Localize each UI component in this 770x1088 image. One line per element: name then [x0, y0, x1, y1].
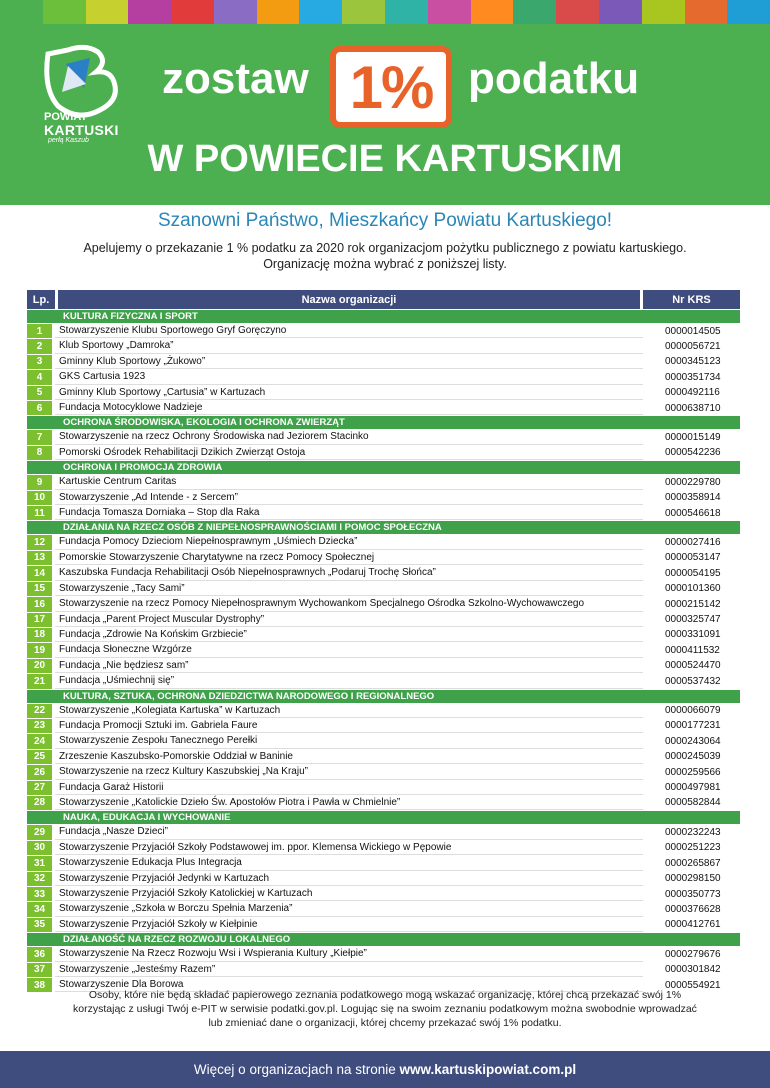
organization-name: Fundacja Tomasza Dorniaka – Stop dla Raka: [55, 506, 643, 520]
category-label: OCHRONA ŚRODOWISKA, EKOLOGIA I OCHRONA ZWIERZĄT: [27, 416, 740, 429]
website-link[interactable]: www.kartuskipowiat.com.pl: [399, 1062, 577, 1077]
organization-name: Fundacja Garaż Historii: [55, 781, 643, 795]
table-row: [27, 643, 740, 657]
krs-number: 0000229780: [665, 476, 721, 488]
stripe-segment: [428, 0, 471, 24]
row-number: 27: [27, 781, 55, 795]
krs-number: 0000350773: [665, 888, 721, 900]
krs-number: 0000054195: [665, 567, 721, 579]
krs-number: 0000351734: [665, 371, 721, 383]
organization-name: Stowarzyszenie Na Rzecz Rozwoju Wsi i Wspierania Kultury „Kiełpie”: [55, 947, 643, 961]
row-number: 16: [27, 597, 55, 611]
stripe-segment: [471, 0, 514, 24]
organization-name: Stowarzyszenie na rzecz Ochrony Środowiska nad Jeziorem Stacinko: [55, 430, 643, 444]
krs-number: 0000101360: [665, 583, 721, 595]
organization-name: Stowarzyszenie „Szkoła w Borczu Spełnia Marzenia”: [55, 902, 643, 916]
krs-number: 0000245039: [665, 751, 721, 763]
krs-number: 0000412761: [665, 919, 721, 931]
row-number: 26: [27, 765, 55, 779]
footer-line-3: lub zmieniać dane o organizacji, której chcemy przekazać swój 1% podatku.: [208, 1017, 562, 1029]
table-header-row: [27, 290, 740, 309]
table-row: [27, 781, 740, 795]
category-row: [27, 521, 740, 534]
row-number: 35: [27, 918, 55, 932]
organization-name: Fundacja „Uśmiechnij się”: [55, 674, 643, 688]
table-row: [27, 339, 740, 353]
row-number: 17: [27, 613, 55, 627]
organization-name: Gminny Klub Sportowy „Cartusia” w Kartuzach: [55, 386, 643, 400]
table-row: [27, 597, 740, 611]
category-label: KULTURA, SZTUKA, OCHRONA DZIEDZICTWA NARODOWEGO I REGIONALNEGO: [27, 690, 740, 703]
footer-bar: [0, 1051, 770, 1088]
krs-number: 0000265867: [665, 857, 721, 869]
row-number: 3: [27, 355, 55, 369]
logo-line1: POWIAT: [44, 111, 88, 123]
table-row: [27, 750, 740, 764]
organization-name: Stowarzyszenie Przyjaciół Jedynki w Kartuzach: [55, 872, 643, 886]
row-number: 18: [27, 628, 55, 642]
table-row: [27, 719, 740, 733]
table-row: [27, 535, 740, 549]
organization-name: Stowarzyszenie Dla Borowa: [55, 978, 643, 992]
krs-number: 0000524470: [665, 660, 721, 672]
organization-name: Fundacja „Nasze Dzieci”: [55, 825, 643, 839]
stripe-segment: [86, 0, 129, 24]
row-number: 11: [27, 506, 55, 520]
organization-name: Gminny Klub Sportowy „Żukowo”: [55, 355, 643, 369]
row-number: 20: [27, 659, 55, 673]
krs-number: 0000497981: [665, 782, 721, 794]
table-row: [27, 963, 740, 977]
stripe-segment: [299, 0, 342, 24]
krs-number: 0000027416: [665, 536, 721, 548]
organization-name: Stowarzyszenie Przyjaciół Szkoły Podstawowej im. ppor. Klemensa Wickiego w Pępowie: [55, 841, 643, 855]
organization-name: Stowarzyszenie „Jesteśmy Razem”: [55, 963, 643, 977]
greeting: Szanowni Państwo, Mieszkańcy Powiatu Kartuskiego!: [157, 210, 613, 231]
intro-text: [40, 240, 730, 272]
organization-name: Stowarzyszenie Zespołu Tanecznego Perełki: [55, 734, 643, 748]
row-number: 34: [27, 902, 55, 916]
category-row: [27, 690, 740, 703]
organization-name: Fundacja „Nie będziesz sam”: [55, 659, 643, 673]
krs-number: 0000492116: [665, 387, 720, 399]
krs-number: 0000015149: [665, 431, 721, 443]
row-number: 22: [27, 704, 55, 718]
organization-name: Fundacja „Parent Project Muscular Dystrophy”: [55, 613, 643, 627]
krs-number: 0000411532: [665, 644, 720, 656]
krs-number: 0000014505: [665, 325, 721, 337]
table-row: [27, 613, 740, 627]
logo-line2: KARTUSKI: [44, 122, 119, 138]
row-number: 21: [27, 674, 55, 688]
krs-number: 0000582844: [665, 797, 721, 809]
table-row: [27, 872, 740, 886]
table-row: [27, 704, 740, 718]
organizations-table: [27, 289, 740, 993]
table-row: [27, 355, 740, 369]
row-number: 5: [27, 386, 55, 400]
organization-name: Stowarzyszenie Przyjaciół Szkoły w Kiełpinie: [55, 918, 643, 932]
row-number: 15: [27, 582, 55, 596]
intro-line-1: Apelujemy o przekazanie 1 % podatku za 2020 rok organizacjom pożytku publicznego z powiatu kartuskiego.: [83, 241, 687, 255]
row-number: 33: [27, 887, 55, 901]
row-number: 14: [27, 566, 55, 580]
table-row: [27, 430, 740, 444]
organization-name: Stowarzyszenie „Kolegiata Kartuska” w Kartuzach: [55, 704, 643, 718]
stripe-segment: [599, 0, 642, 24]
krs-number: 0000232243: [665, 826, 721, 838]
table-row: [27, 324, 740, 338]
logo-line3: perłą Kaszub: [48, 137, 89, 144]
column-header-lp: Lp.: [27, 290, 55, 309]
organization-name: Fundacja Promocji Sztuki im. Gabriela Faure: [55, 719, 643, 733]
table-row: [27, 659, 740, 673]
footer-note: [60, 988, 710, 1030]
category-label: DZIAŁANIA NA RZECZ OSÓB Z NIEPEŁNOSPRAWNOŚCIAMI I POMOC SPOŁECZNA: [27, 521, 740, 534]
krs-number: 0000053147: [665, 552, 721, 564]
krs-number: 0000358914: [665, 492, 721, 504]
table-row: [27, 401, 740, 415]
organization-name: Klub Sportowy „Damroka”: [55, 339, 643, 353]
krs-number: 0000345123: [665, 356, 721, 368]
row-number: 8: [27, 446, 55, 460]
stripe-segment: [685, 0, 728, 24]
row-number: 10: [27, 491, 55, 505]
krs-number: 0000056721: [665, 340, 721, 352]
krs-number: 0000542236: [665, 447, 721, 459]
krs-number: 0000376628: [665, 903, 721, 915]
organization-name: Fundacja „Zdrowie Na Końskim Grzbiecie”: [55, 628, 643, 642]
table-row: [27, 446, 740, 460]
stripe-segment: [642, 0, 685, 24]
category-row: [27, 310, 740, 323]
footer-bar-text: Więcej o organizacjach na stronie: [193, 1062, 400, 1077]
row-number: 6: [27, 401, 55, 415]
organization-name: Pomorskie Stowarzyszenie Charytatywne na rzecz Pomocy Społecznej: [55, 551, 643, 565]
category-label: NAUKA, EDUKACJA I WYCHOWANIE: [27, 811, 740, 824]
organization-name: Kartuskie Centrum Caritas: [55, 475, 643, 489]
row-number: 23: [27, 719, 55, 733]
organization-name: Fundacja Pomocy Dzieciom Niepełnosprawnym „Uśmiech Dziecka”: [55, 535, 643, 549]
category-label: DZIAŁANOŚĆ NA RZECZ ROZWOJU LOKALNEGO: [27, 933, 740, 946]
table-row: [27, 506, 740, 520]
stripe-segment: [171, 0, 214, 24]
row-number: 19: [27, 643, 55, 657]
krs-number: 0000243064: [665, 735, 721, 747]
row-number: 36: [27, 947, 55, 961]
stripe-segment: [43, 0, 86, 24]
row-number: 30: [27, 841, 55, 855]
krs-number: 0000537432: [665, 675, 721, 687]
row-number: 12: [27, 535, 55, 549]
krs-number: 0000259566: [665, 766, 721, 778]
organization-name: Fundacja Słoneczne Wzgórze: [55, 643, 643, 657]
headline-zostaw: zostaw: [162, 54, 309, 103]
row-number: 4: [27, 370, 55, 384]
column-header-name: Nazwa organizacji: [55, 290, 643, 309]
row-number: 25: [27, 750, 55, 764]
organization-name: Stowarzyszenie Edukacja Plus Integracja: [55, 856, 643, 870]
headline-podatku: podatku: [468, 54, 640, 103]
stripe-segment: [556, 0, 599, 24]
category-label: OCHRONA I PROMOCJA ZDROWIA: [27, 461, 740, 474]
krs-number: 0000325747: [665, 614, 721, 625]
stripe-segment: [257, 0, 300, 24]
organization-name: Stowarzyszenie na rzecz Pomocy Niepełnosprawnym Wychowankom Specjalnego Ośrodka Szkolno-Wychowawczego: [55, 597, 643, 611]
krs-number: 0000251223: [665, 842, 721, 854]
table-row: [27, 386, 740, 400]
krs-number: 0000554921: [665, 979, 721, 991]
krs-number: 0000177231: [665, 720, 721, 732]
stripe-segment: [727, 0, 770, 24]
organization-name: Stowarzyszenie Przyjaciół Szkoły Katolickiej w Kartuzach: [55, 887, 643, 901]
table-row: [27, 841, 740, 855]
table-row: [27, 825, 740, 839]
organization-name: Fundacja Motocyklowe Nadzieje: [55, 401, 643, 415]
row-number: 28: [27, 796, 55, 810]
krs-number: 0000066079: [665, 705, 721, 717]
table-row: [27, 887, 740, 901]
organization-name: GKS Cartusia 1923: [55, 370, 643, 384]
krs-number: 0000301842: [665, 964, 721, 976]
table-row: [27, 370, 740, 384]
stripe-segment: [214, 0, 257, 24]
krs-number: 0000279676: [665, 948, 721, 960]
stripe-segment: [128, 0, 171, 24]
one-percent-badge: 1%: [330, 46, 452, 128]
category-row: [27, 461, 740, 474]
stripe-segment: [513, 0, 556, 24]
color-stripe: [0, 0, 770, 24]
row-number: 24: [27, 734, 55, 748]
krs-number: 0000546618: [665, 507, 721, 519]
table-row: [27, 582, 740, 596]
table-row: [27, 566, 740, 580]
row-number: 37: [27, 963, 55, 977]
organization-name: Zrzeszenie Kaszubsko-Pomorskie Oddział w Baninie: [55, 750, 643, 764]
organization-name: Stowarzyszenie „Tacy Sami”: [55, 582, 643, 596]
row-number: 13: [27, 551, 55, 565]
krs-number: 0000331091: [665, 629, 721, 641]
row-number: 1: [27, 324, 55, 338]
table-row: [27, 674, 740, 688]
column-header-krs: Nr KRS: [643, 290, 740, 309]
footer-line-2: korzystając z usługi Twój e-PIT w serwisie podatki.gov.pl. Logując się na swoim zeznaniu podatkowym można swobodnie wprowadzać: [73, 1003, 697, 1015]
table-row: [27, 734, 740, 748]
row-number: 2: [27, 339, 55, 353]
table-row: [27, 796, 740, 810]
organization-name: Kaszubska Fundacja Rehabilitacji Osób Niepełnosprawnych „Podaruj Trochę Słońca”: [55, 566, 643, 580]
category-row: [27, 933, 740, 946]
table-row: [27, 918, 740, 932]
organization-name: Stowarzyszenie na rzecz Kultury Kaszubskiej „Na Kraju”: [55, 765, 643, 779]
stripe-segment: [385, 0, 428, 24]
table-row: [27, 765, 740, 779]
organization-name: Pomorski Ośrodek Rehabilitacji Dzikich Zwierząt Ostoja: [55, 446, 643, 460]
row-number: 29: [27, 825, 55, 839]
row-number: 9: [27, 475, 55, 489]
stripe-segment: [0, 0, 43, 24]
row-number: 7: [27, 430, 55, 444]
organization-name: Stowarzyszenie „Ad Intende - z Sercem”: [55, 491, 643, 505]
krs-number: 0000298150: [665, 873, 721, 885]
table-row: [27, 491, 740, 505]
table-row: [27, 947, 740, 961]
category-row: [27, 416, 740, 429]
organization-name: Stowarzyszenie „Katolickie Dzieło Św. Apostołów Piotra i Pawła w Chmielnie”: [55, 796, 643, 810]
category-label: KULTURA FIZYCZNA I SPORT: [27, 310, 740, 323]
table-row: [27, 856, 740, 870]
table-row: [27, 475, 740, 489]
krs-number: 0000215142: [665, 598, 721, 610]
table-row: [27, 902, 740, 916]
krs-number: 0000638710: [665, 402, 721, 414]
table-row: [27, 551, 740, 565]
intro-line-2: Organizację można wybrać z poniższej listy.: [263, 257, 507, 271]
stripe-segment: [342, 0, 385, 24]
category-row: [27, 811, 740, 824]
organization-name: Stowarzyszenie Klubu Sportowego Gryf Goręczyno: [55, 324, 643, 338]
row-number: 32: [27, 872, 55, 886]
table-body: [27, 310, 740, 992]
footer-line-1: Osoby, które nie będą składać papierowego zeznania podatkowego mogą wskazać organizację, której chcą przekazać swój 1%: [88, 989, 682, 1001]
table-row: [27, 628, 740, 642]
row-number: 31: [27, 856, 55, 870]
row-number: 38: [27, 978, 55, 992]
headline-subtitle: W POWIECIE KARTUSKIM: [147, 138, 623, 180]
